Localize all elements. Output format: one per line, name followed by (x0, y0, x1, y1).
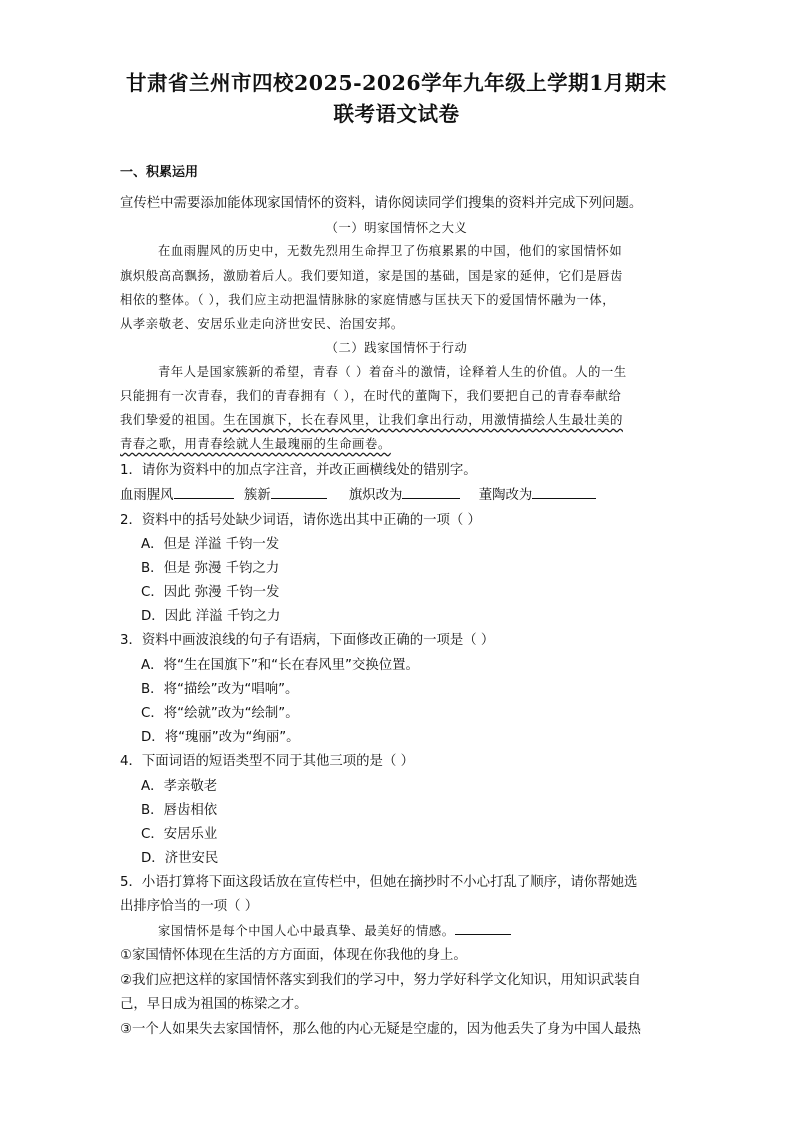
sentence-item: ③一个人如果失去家国情怀，那么他的内心无疑是空虚的，因为他丢失了身为中国人最热 (120, 1022, 641, 1037)
answer-blank[interactable] (455, 920, 511, 935)
option-a[interactable]: A．但是 洋溢 千钧一发 (141, 537, 280, 552)
passage2-line: 只能拥有一次青春，我们的青春拥有（ ），在时代的董陶下，我们要把自己的青春奉献给 (120, 389, 622, 403)
exam-title-line2: 联考语文试卷 (333, 102, 460, 126)
answer-blank[interactable] (402, 484, 460, 499)
fill-label: 旗炽改为 (348, 488, 403, 503)
passage2-title: （二）践家国情怀于行动 (325, 341, 468, 355)
quoted-sentence: 家国情怀是每个中国人心中最真挚、最美好的情感。 (158, 924, 455, 938)
question-5-stem-cont: 出排序恰当的一项（ ） (120, 899, 259, 914)
option-d[interactable]: D．因此 洋溢 千钧之力 (141, 609, 281, 624)
exam-title-line1: 甘肃省兰州市四校2025-2026学年九年级上学期1月期末 (126, 71, 667, 95)
question-3-stem: 3．资料中画波浪线的句子有语病，下面修改正确的一项是（ ） (120, 633, 495, 648)
option-b[interactable]: B．唇齿相依 (141, 803, 218, 818)
passage1-title: （一）明家国情怀之大义 (325, 221, 468, 235)
option-d[interactable]: D．将“瑰丽”改为“绚丽”。 (141, 730, 300, 745)
question-1-stem: 1．请你为资料中的加点字注音，并改正画横线处的错别字。 (120, 463, 477, 478)
option-b[interactable]: B．但是 弥漫 千钧之力 (141, 561, 280, 576)
passage2-text: 我们挚爱的祖国。 (120, 413, 224, 427)
fill-label: 簇新 (243, 488, 271, 503)
fill-label: 血雨腥风 (120, 488, 174, 503)
sentence-item: ①家国情怀体现在生活的方方面面，体现在你我他的身上。 (120, 948, 467, 963)
passage1-line: 旗炽般高高飘扬，激励着后人。我们要知道，家是国的基础，国是家的延伸，它们是唇齿 (120, 269, 623, 283)
quoted-sentence-row (158, 920, 511, 939)
option-c[interactable]: C．安居乐业 (141, 827, 218, 842)
passage1-line: 在血雨腥风的历史中，无数先烈用生命捍卫了伤痕累累的中国，他们的家国情怀如 (158, 244, 623, 258)
wavy-underlined-sentence: 青春之歌，用青春绘就人生最瑰丽的生命画卷。 (120, 437, 391, 451)
option-c[interactable]: C．因此 弥漫 千钧一发 (141, 585, 280, 600)
passage2-line: 青年人是国家簇新的希望，青春（ ）着奋斗的激情，诠释着人生的价值。人的一生 (158, 365, 627, 379)
sentence-item-cont: 己，早日成为祖国的栋梁之才。 (120, 997, 308, 1012)
question-5-stem: 5．小语打算将下面这段话放在宣传栏中，但她在摘抄时不小心打乱了顺序，请你帮她选 (120, 875, 638, 890)
answer-blank[interactable] (174, 484, 234, 499)
answer-blank[interactable] (532, 484, 596, 499)
option-c[interactable]: C．将“绘就”改为“绘制”。 (141, 706, 299, 721)
passage2-line-with-wavy (120, 410, 623, 428)
wavy-underlined-sentence: 生在国旗下，长在春风里，让我们拿出行动，用激情描绘人生最壮美的 (223, 413, 623, 427)
passage1-line: 相依的整体。（ ），我们应主动把温情脉脉的家庭情感与匡扶天下的爱国情怀融为一体， (120, 293, 616, 307)
option-d[interactable]: D．济世安民 (141, 851, 219, 866)
section-heading: 一、积累运用 (120, 165, 199, 180)
passage1-line: 从孝亲敬老、安居乐业走向济世安民、治国安邦。 (120, 317, 404, 331)
section-intro: 宣传栏中需要添加能体现家国情怀的资料，请你阅读同学们搜集的资料并完成下列问题。 (120, 196, 643, 211)
option-a[interactable]: A．将“生在国旗下”和“长在春风里”交换位置。 (141, 658, 419, 673)
question-1-fill-row (120, 484, 596, 503)
question-2-stem: 2．资料中的括号处缺少词语，请你选出其中正确的一项（ ） (120, 513, 481, 528)
option-b[interactable]: B．将“描绘”改为“唱响”。 (141, 682, 299, 697)
answer-blank[interactable] (271, 484, 327, 499)
question-4-stem: 4．下面词语的短语类型不同于其他三项的是（ ） (120, 754, 414, 769)
fill-label: 董陶改为 (478, 488, 533, 503)
option-a[interactable]: A．孝亲敬老 (141, 779, 218, 794)
sentence-item: ②我们应把这样的家国情怀落实到我们的学习中，努力学好科学文化知识，用知识武装自 (120, 973, 641, 988)
